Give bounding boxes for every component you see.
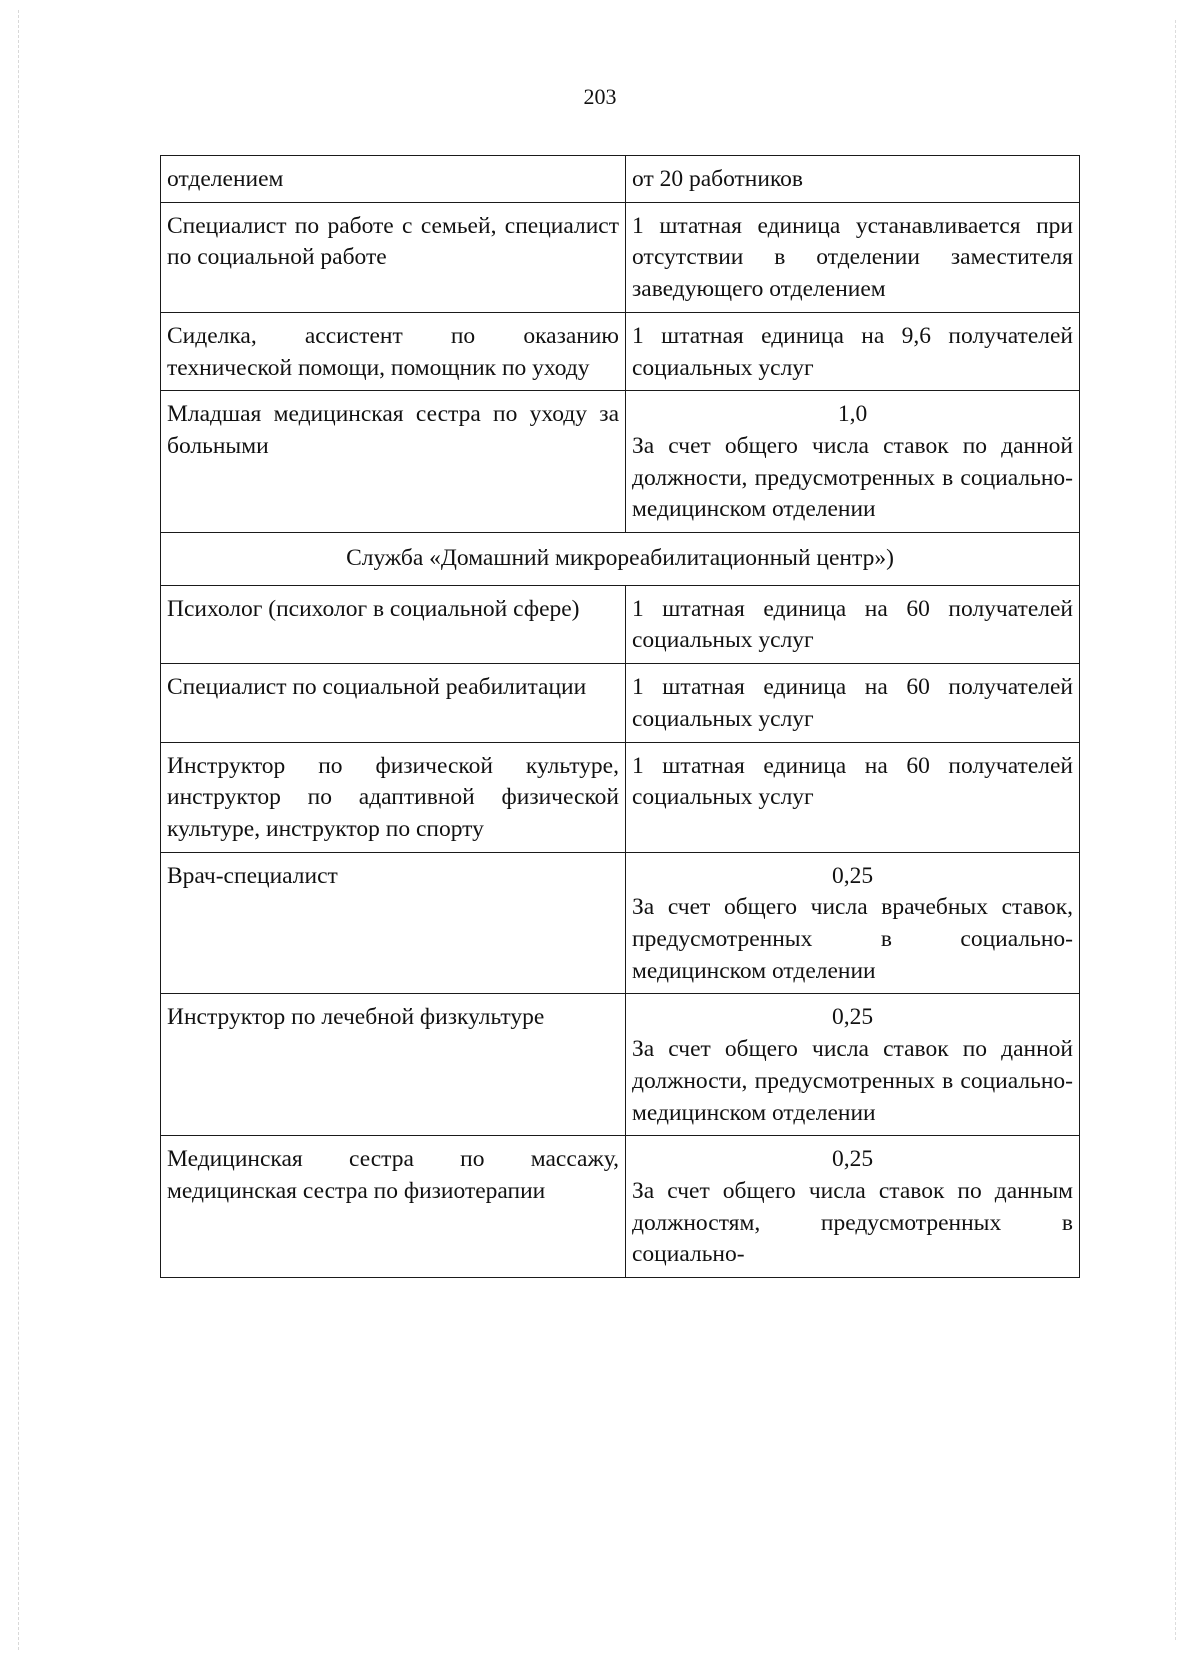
norm-cell (626, 1136, 1080, 1278)
page-number: 203 (583, 84, 617, 109)
table-row (161, 585, 1080, 663)
section-title: Служба «Домашний микрореабилитационный центр») (161, 533, 1080, 586)
norm-cell (626, 312, 1080, 390)
position-text: Младшая медицинская сестра по уходу за больными (167, 401, 619, 459)
position-cell (161, 202, 626, 312)
norm-cell (626, 156, 1080, 203)
norm-text: За счет общего числа ставок по данной должности, предусмотренных в социально-медицинском отделении (632, 432, 1073, 523)
table-row (161, 1136, 1080, 1278)
table-row (161, 202, 1080, 312)
norm-value: 0,25 (831, 1146, 874, 1173)
table-row (161, 664, 1080, 742)
table-row (161, 994, 1080, 1136)
table-row (161, 312, 1080, 390)
norm-text: 1 штатная единица на 60 получателей социальных услуг (632, 674, 1073, 732)
section-header-row (161, 533, 1080, 586)
norm-text: 1 штатная единица устанавливается при отсутствии в отделении заместителя заведующего отделением (632, 212, 1073, 303)
position-cell (161, 994, 626, 1136)
norm-value: 1,0 (837, 401, 868, 428)
position-text: Инструктор по физической культуре, инструктор по адаптивной физической культуре, инструктор по спорту (167, 752, 619, 842)
position-text: Специалист по работе с семьей, специалист по социальной работе (167, 212, 619, 271)
table-row (161, 742, 1080, 852)
table-row (161, 852, 1080, 994)
position-text: Врач-специалист (167, 862, 338, 889)
norm-text: 1 штатная единица на 60 получателей социальных услуг (632, 752, 1073, 811)
table-row (161, 156, 1080, 203)
norm-value: 0,25 (831, 862, 874, 889)
norm-text: За счет общего числа врачебных ставок, предусмотренных в социально-медицинском отделении (632, 894, 1073, 984)
norm-cell (626, 391, 1080, 533)
position-cell (161, 312, 626, 390)
position-text: Сиделка, ассистент по оказанию технической помощи, помощник по уходу (167, 322, 619, 381)
position-text: отделением (167, 166, 284, 192)
scan-margin-right (1175, 20, 1178, 1640)
position-cell (161, 585, 626, 663)
norm-text: За счет общего числа ставок по данной должности, предусмотренных в социально-медицинском отделении (632, 1036, 1073, 1126)
position-cell (161, 664, 626, 742)
position-cell (161, 742, 626, 852)
norm-text: 1 штатная единица на 9,6 получателей социальных услуг (632, 322, 1073, 381)
position-cell (161, 156, 626, 203)
position-cell (161, 852, 626, 994)
scan-margin-left (18, 10, 21, 1650)
position-cell (161, 1136, 626, 1278)
norm-cell (626, 742, 1080, 852)
norm-text: 1 штатная единица на 60 получателей социальных услуг (632, 595, 1073, 654)
position-cell (161, 391, 626, 533)
norm-text: от 20 работников (632, 166, 804, 192)
norm-text: За счет общего числа ставок по данным должностям, предусмотренных в социально- (632, 1177, 1073, 1268)
position-text: Специалист по социальной реабилитации (167, 674, 587, 701)
norm-cell (626, 585, 1080, 663)
table-row (161, 391, 1080, 533)
position-text: Инструктор по лечебной физкультуре (167, 1004, 545, 1031)
staffing-norms-table (160, 155, 1080, 1278)
norm-value: 0,25 (831, 1004, 874, 1031)
position-text: Психолог (психолог в социальной сфере) (167, 595, 580, 622)
norm-cell (626, 994, 1080, 1136)
position-text: Медицинская сестра по массажу, медицинская сестра по физиотерапии (167, 1146, 619, 1204)
norm-cell (626, 664, 1080, 742)
norm-cell (626, 202, 1080, 312)
norm-cell (626, 852, 1080, 994)
